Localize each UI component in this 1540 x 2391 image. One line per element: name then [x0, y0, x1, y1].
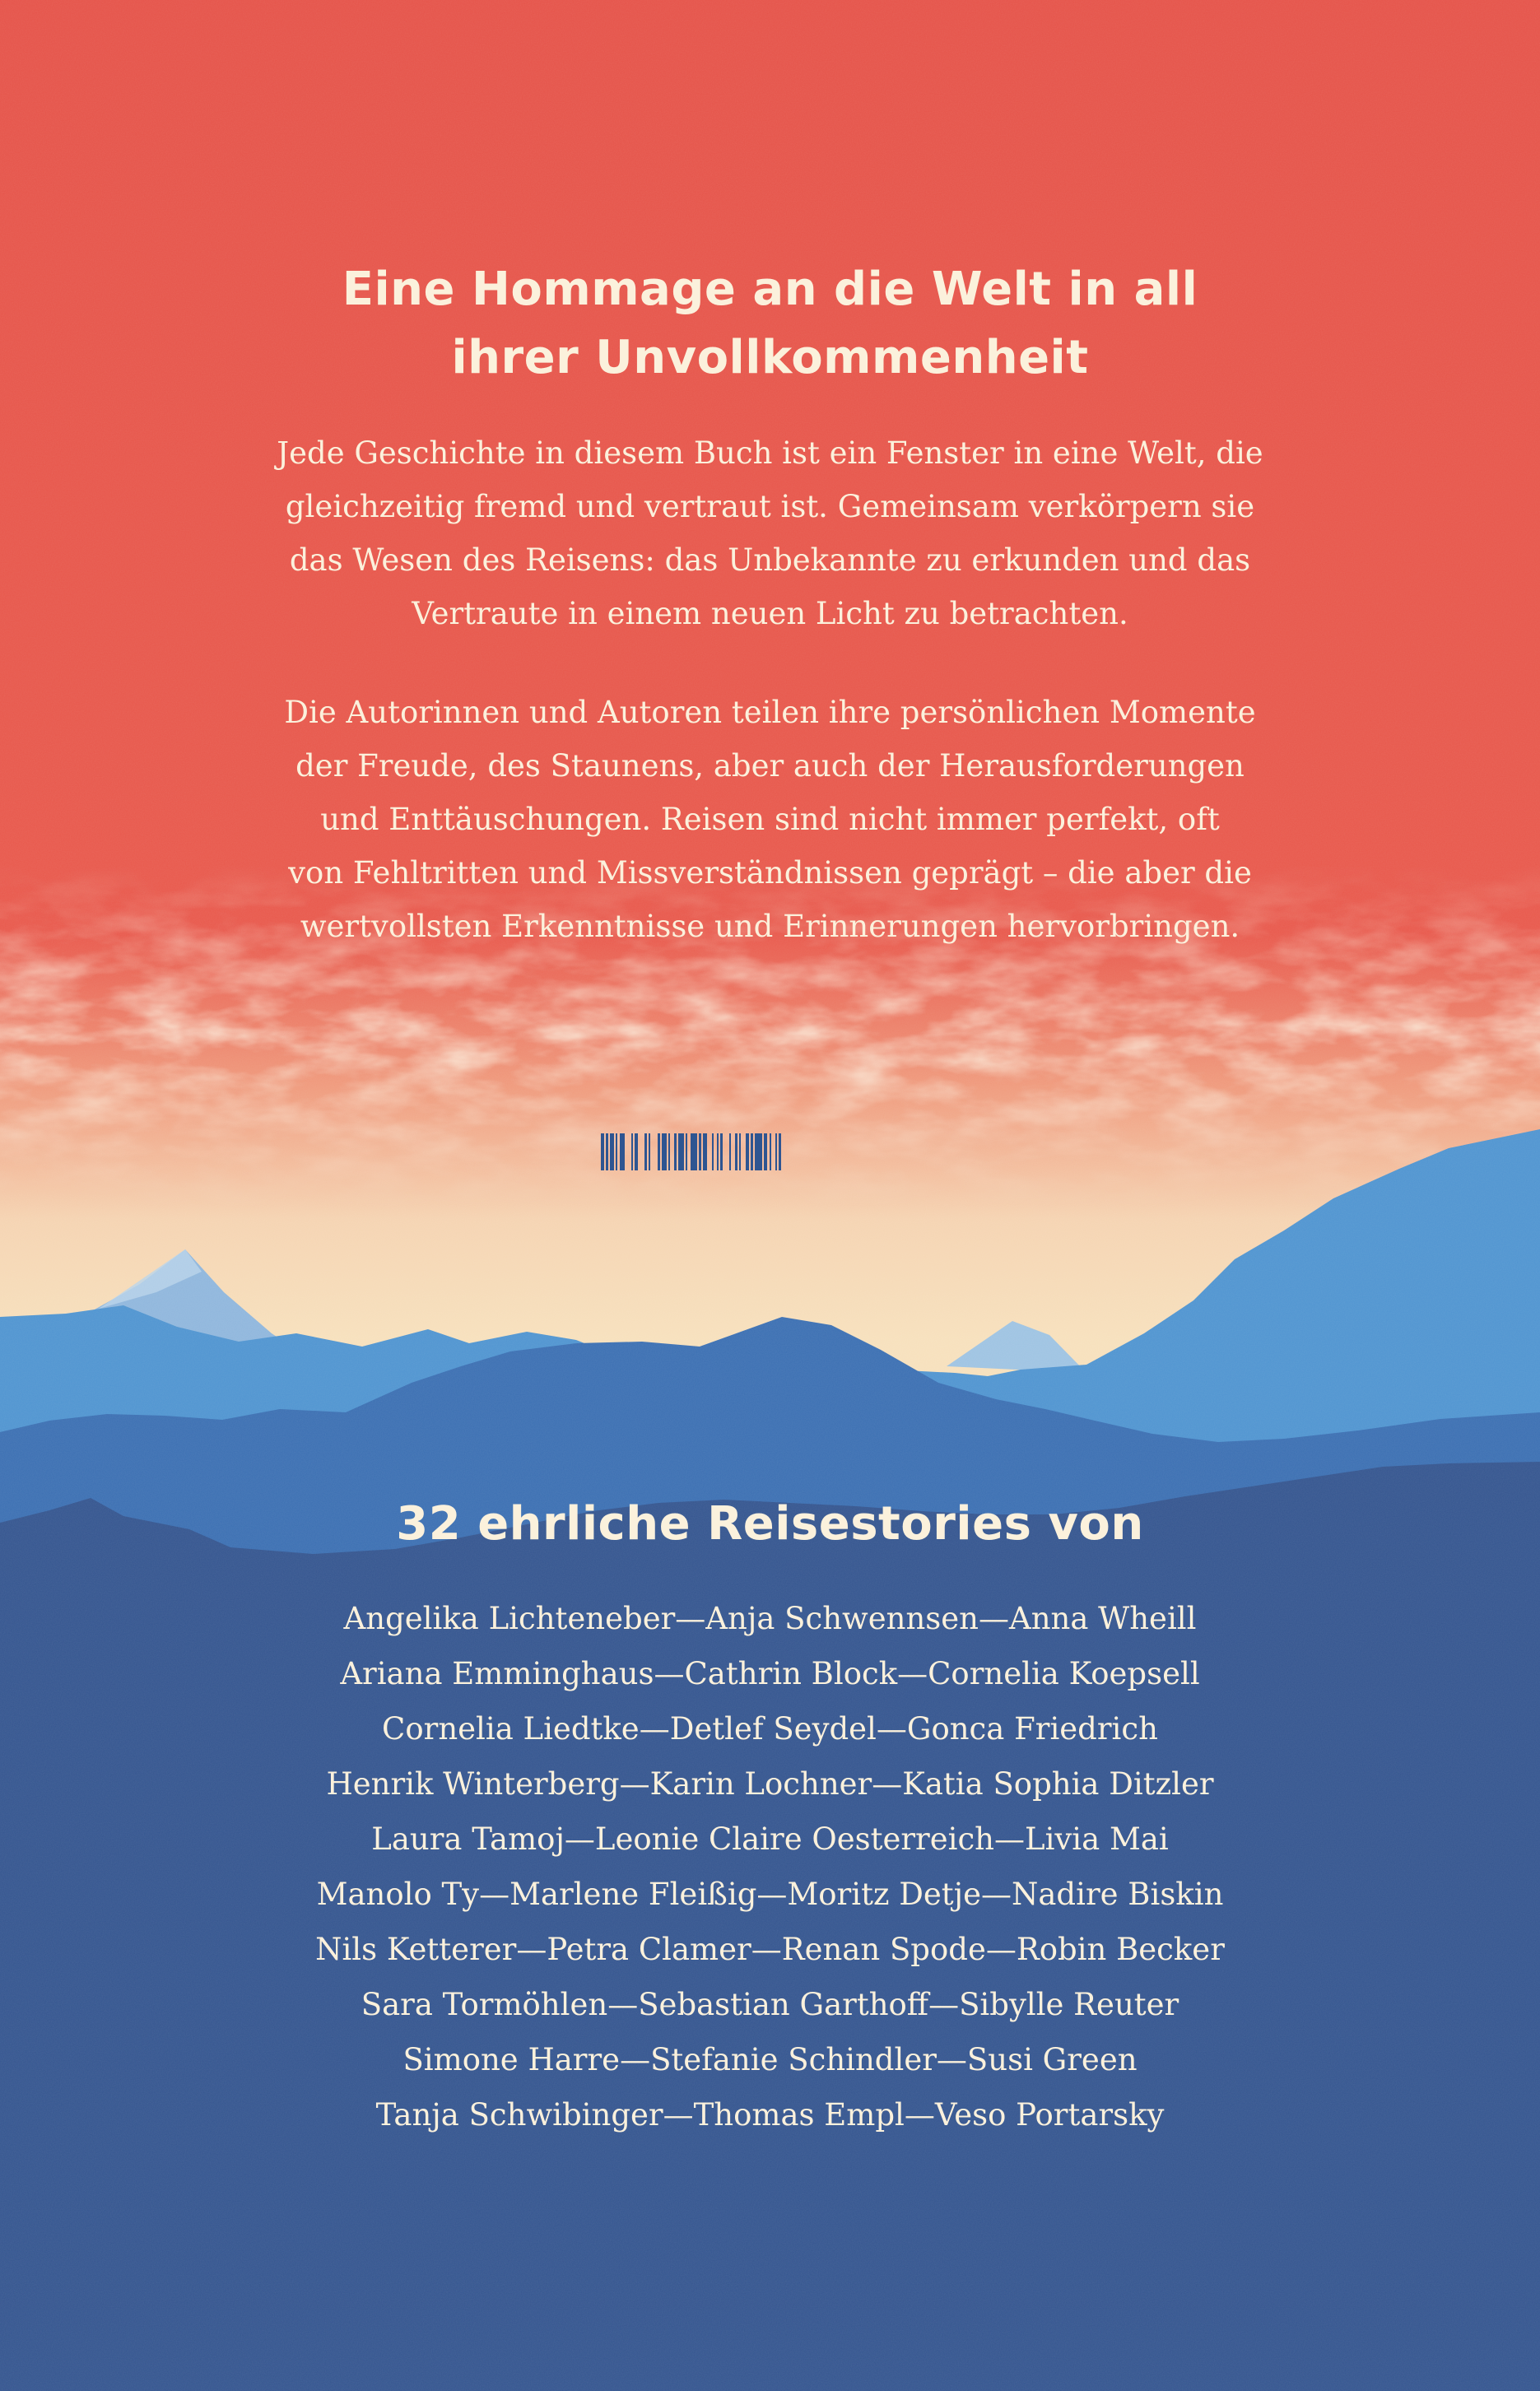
barcode-bar [699, 1133, 701, 1170]
barcode-bar [764, 1133, 767, 1170]
author-list [0, 1591, 1540, 2142]
barcode-bar [717, 1133, 719, 1170]
barcode-bar [712, 1133, 714, 1170]
intro-heading-line: Eine Hommage an die Welt in all [342, 263, 1198, 316]
barcode-bar [703, 1133, 707, 1170]
barcode-bar [658, 1133, 660, 1170]
intro-paragraph-2 [0, 686, 1540, 953]
author-line: Ariana Emminghaus—Cathrin Block—Cornelia Koepsell [340, 1656, 1200, 1691]
paragraph-line: Die Autorinnen und Autoren teilen ihre persönlichen Momente [284, 695, 1256, 730]
barcode-bar [755, 1133, 762, 1170]
barcode-bar [668, 1133, 670, 1170]
intro-paragraph-1 [0, 426, 1540, 640]
author-line: Angelika Lichteneber—Anja Schwennsen—Anna Wheill [343, 1601, 1197, 1636]
barcode-bar [739, 1133, 741, 1170]
author-line: Manolo Ty—Marlene Fleißig—Moritz Detje—Nadire Biskin [316, 1877, 1224, 1912]
stories-heading: 32 ehrliche Reisestories von [396, 1497, 1144, 1551]
barcode-bar [616, 1133, 617, 1170]
barcode-bar [779, 1133, 781, 1170]
barcode-bar [775, 1133, 777, 1170]
barcode-bar [649, 1133, 650, 1170]
barcode-bar [746, 1133, 749, 1170]
author-line: Simone Harre—Stefanie Schindler—Susi Green [402, 2042, 1138, 2077]
barcode-bar [635, 1133, 638, 1170]
author-line: Tanja Schwibinger—Thomas Empl—Veso Portarsky [375, 2097, 1165, 2133]
intro-heading-line: ihrer Unvollkommenheit [451, 331, 1089, 384]
barcode-bar [770, 1133, 771, 1170]
paragraph-line: gleichzeitig fremd und vertraut ist. Gemeinsam verkörpern sie [285, 489, 1255, 524]
barcode-bar [686, 1133, 687, 1170]
author-line: Cornelia Liedtke—Detlef Seydel—Gonca Friedrich [382, 1711, 1158, 1747]
barcode-bar [735, 1133, 737, 1170]
paragraph-line: von Fehltritten und Missverständnissen geprägt – die aber die [288, 855, 1252, 891]
intro-heading [0, 255, 1540, 392]
author-line: Nils Ketterer—Petra Clamer—Renan Spode—Robin Becker [315, 1932, 1225, 1967]
paragraph-line: und Enttäuschungen. Reisen sind nicht immer perfekt, oft [320, 802, 1220, 837]
barcode-bar [606, 1133, 608, 1170]
barcode-bar [662, 1133, 667, 1170]
author-line: Henrik Winterberg—Karin Lochner—Katia Sophia Ditzler [326, 1766, 1214, 1802]
paragraph-line: der Freude, des Staunens, aber auch der Herausforderungen [295, 748, 1245, 784]
barcode-bar [674, 1133, 677, 1170]
barcode-bar [691, 1133, 697, 1170]
barcode-bar [678, 1133, 684, 1170]
paragraph-line: das Wesen des Reisens: das Unbekannte zu erkunden und das [289, 542, 1251, 578]
barcode-bar [610, 1133, 614, 1170]
author-line: Laura Tamoj—Leonie Claire Oesterreich—Livia Mai [371, 1821, 1169, 1857]
barcode-bar [720, 1133, 723, 1170]
barcode-bar [644, 1133, 647, 1170]
paragraph-line: wertvollsten Erkenntnisse und Erinnerungen hervorbringen. [300, 909, 1240, 944]
barcode-icon [601, 1133, 971, 1170]
author-line: Sara Tormöhlen—Sebastian Garthoff—Sibylle Reuter [361, 1987, 1179, 2022]
barcode-bar [601, 1133, 604, 1170]
paragraph-line: Vertraute in einem neuen Licht zu betrachten. [412, 596, 1128, 631]
barcode-bar [751, 1133, 753, 1170]
barcode-bar [620, 1133, 625, 1170]
barcode-bar [729, 1133, 731, 1170]
paragraph-line: Jede Geschichte in diesem Buch ist ein Fenster in eine Welt, die [277, 435, 1263, 471]
barcode-bar [631, 1133, 633, 1170]
